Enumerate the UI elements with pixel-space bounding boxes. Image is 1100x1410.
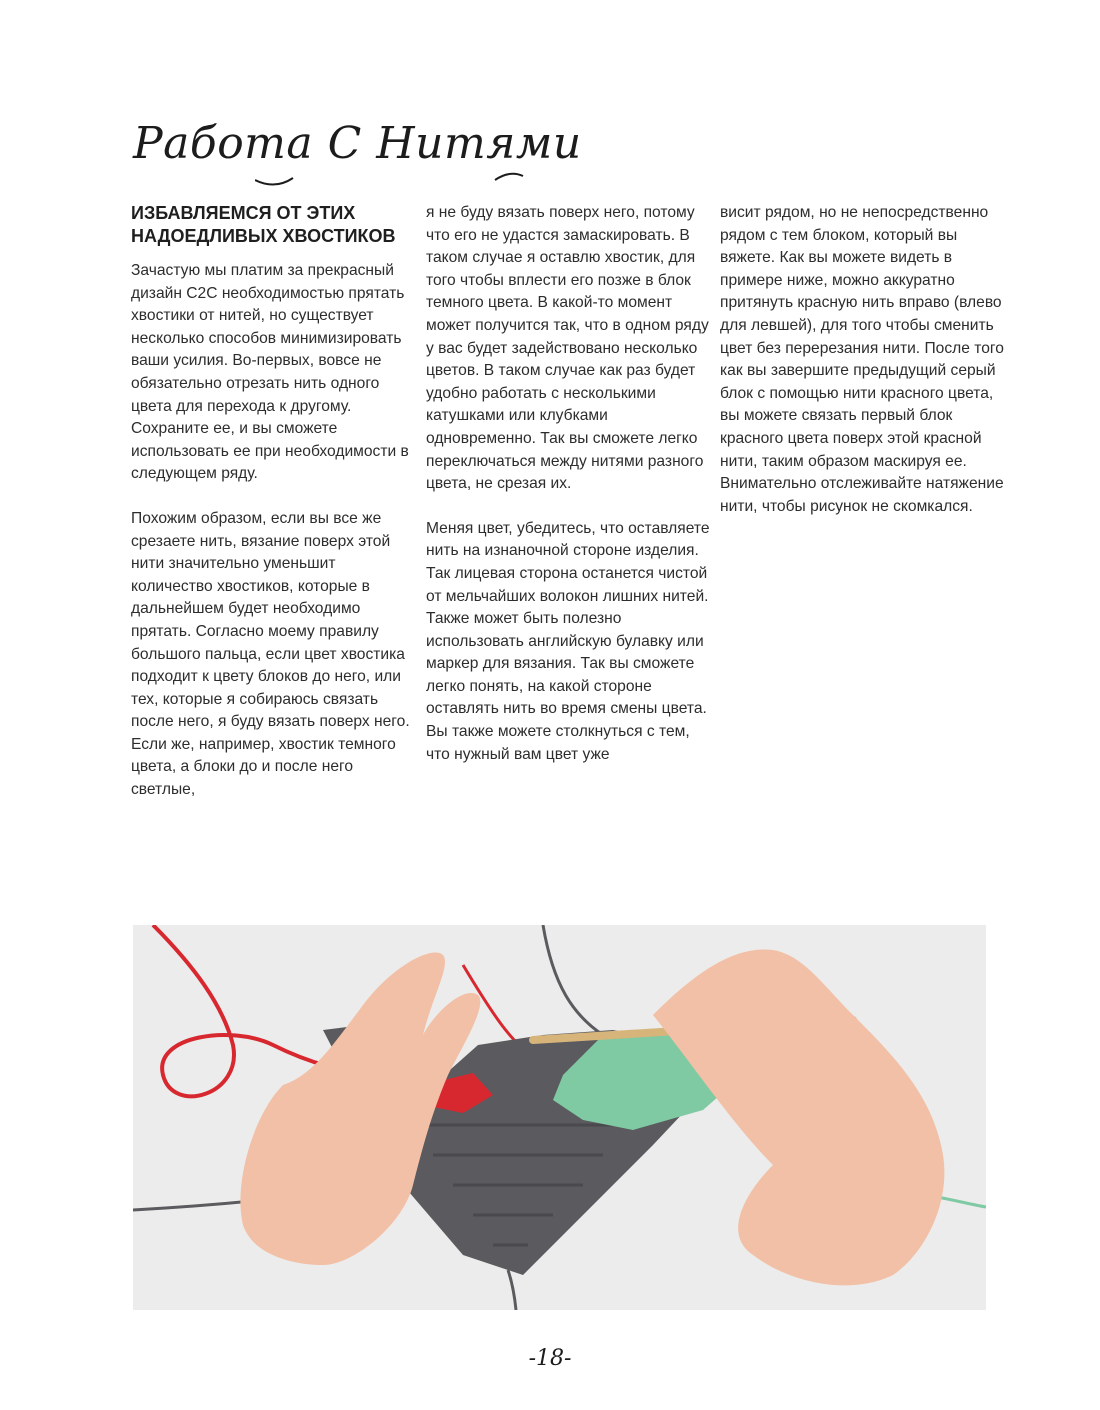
page-number: -18- [528,1346,572,1371]
crochet-photo [133,925,986,1310]
paragraph: висит рядом, но не непосредственно рядом с тем блоком, который вы вяжете. Как вы можете видеть в примере ниже, можно аккуратно притянуть красную нить вправо (влево для левшей), для того чтобы сменить цвет без перерезания нити. После того как вы завершите предыдущий серый блок с помощью нити красного цвета, вы можете связать первый блок красного цвета поверх этой красной нити, таким образом маскируя ее. Внимательно отслеживайте натяжение нити, чтобы рисунок не скомкался. [720,204,1004,515]
title-swash-decoration [255,150,525,190]
paragraph: я не буду вязать поверх него, потому что его не удастся замаскировать. В таком случае я оставлю хвостик, для того чтобы вплести его позже в блок темного цвета. В какой-то момент может получится так, что в одном ряду у вас будет задействовано несколько цветов. В таком случае как раз будет удобно работать с несколькими катушками или клубками одновременно. Так вы сможете легко переключаться между нитями разного цвета, не срезая их. [426,204,709,493]
paragraph: Меняя цвет, убедитесь, что оставляете нить на изнаночной стороне изделия. Так лицевая сторона останется чистой от мельчайших волокон лишних нитей. Также может быть полезно использовать английскую булавку или маркер для вязания. Так вы сможете легко понять, на какой стороне оставлять нить во время смены цвета. Вы также можете столкнуться с тем, что нужный вам цвет уже [426,519,710,763]
crochet-illustration [133,925,986,1310]
page-title: Работа С Нитями [133,118,582,169]
paragraph: Зачастую мы платим за прекрасный дизайн C2C необходимостью прятать хвостики от нитей, но существует несколько способов минимизировать ваши усилия. Во-первых, вовсе не обязательно отрезать нить одного цвета для перехода к другому. Сохраните ее, и вы сможете использовать ее при необходимости в следующем ряду. [131,262,409,483]
text-column-1 [131,202,421,802]
paragraph: Похожим образом, если вы все же срезаете нить, вязание поверх этой нити значительно уменьшит количество хвостиков, которые в дальнейшем будет необходимо прятать. Согласно моему правилу большого пальца, если цвет хвостика подходит к цвету блоков до него, или тех, которые я собираюсь связать после него, я буду вязать поверх него. Если же, например, хвостик темного цвета, а блоки до и после него светлые, [131,509,410,799]
text-column-2 [426,202,716,766]
section-heading: ИЗБАВЛЯЕМСЯ ОТ ЭТИХ НАДОЕДЛИВЫХ ХВОСТИКОВ [131,203,396,246]
text-column-3 [720,202,1010,518]
